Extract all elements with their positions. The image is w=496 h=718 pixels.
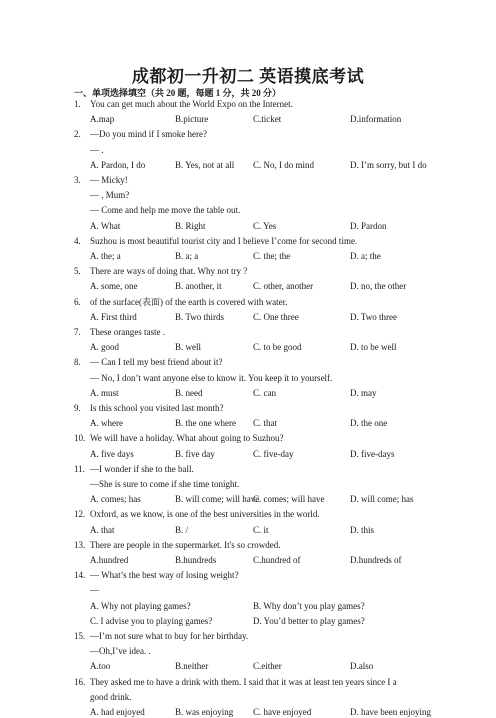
answer-option: C. comes; will have: [253, 494, 325, 505]
question-continuation: — No, I don’t want anyone else to know it. You keep it to yourself.: [90, 372, 333, 383]
answer-option: A. had enjoyed: [90, 707, 145, 717]
answer-option: C. five-day: [253, 448, 294, 459]
question-text: There are people in the supermarket. It's so crowded.: [90, 539, 281, 550]
answer-option: C. have enjoyed: [253, 707, 312, 717]
answer-option: A. Pardon, I do: [90, 159, 146, 170]
answer-option: A. What: [90, 220, 121, 231]
answer-option: B. will come; will have: [175, 494, 260, 505]
answer-option: A.hundred: [90, 555, 129, 565]
answer-option: D. a; the: [350, 251, 381, 261]
question-number: 4.: [74, 235, 81, 246]
answer-option: C. Yes: [253, 220, 277, 231]
answer-option: A. comes; has: [90, 494, 141, 505]
answer-option: C.ticket: [253, 114, 282, 125]
question-text: Oxford, as we know, is one of the best universities in the world.: [90, 509, 320, 520]
answer-option: D. may: [350, 387, 377, 398]
question-text: — Micky!: [90, 175, 128, 185]
question-text: of the surface(表面) of the earth is covered with water.: [90, 296, 288, 307]
question-number: 1.: [74, 99, 81, 109]
answer-option: D. five-days: [350, 448, 395, 459]
answer-option: A. five days: [90, 448, 134, 459]
section-heading: 一、单项选择填空（共 20 题，每题 1 分，共 20 分）: [74, 88, 282, 98]
answer-option: D. Pardon: [350, 220, 387, 231]
question-number: 12.: [74, 509, 86, 520]
answer-option: B. Right: [175, 220, 206, 231]
question-continuation: — .: [90, 144, 104, 155]
answer-option: D. to be well: [350, 342, 397, 353]
question-number: 2.: [74, 129, 81, 140]
question-text: These oranges taste .: [90, 327, 165, 337]
question-number: 5.: [74, 266, 81, 277]
answer-option: A. that: [90, 524, 115, 535]
answer-option: A. Why not playing games?: [90, 600, 191, 611]
answer-option: A. good: [90, 342, 119, 353]
question-text: There are ways of doing that. Why not try ?: [90, 266, 248, 277]
answer-option: C. can: [253, 387, 276, 398]
answer-option: D.information: [350, 114, 402, 125]
question-number: 11.: [74, 463, 85, 474]
answer-option: B. five day: [175, 448, 215, 459]
answer-option: D. have been enjoying: [350, 707, 431, 717]
answer-option: B.neither: [175, 661, 209, 672]
answer-option: B. well: [175, 342, 201, 353]
answer-option: A.map: [90, 114, 115, 125]
answer-option: A. some, one: [90, 281, 138, 292]
answer-option: C. to be good: [253, 342, 302, 353]
answer-option: D. this: [350, 524, 375, 535]
answer-option: D.also: [350, 661, 374, 672]
answer-option: A.too: [90, 661, 111, 672]
answer-option: B. Yes, not at all: [175, 159, 235, 170]
question-number: 10.: [74, 433, 86, 444]
answer-option: B. the one where: [175, 418, 236, 429]
answer-option: C. it: [253, 524, 269, 535]
question-text: We will have a holiday. What about going to Suzhou?: [90, 433, 284, 444]
answer-option: B. Two thirds: [175, 311, 224, 322]
question-text: — Can I tell my best friend about it?: [90, 357, 223, 368]
question-continuation: good drink.: [90, 691, 132, 702]
question-text: They asked me to have a drink with them. I said that it was at least ten years since I a: [90, 676, 397, 687]
question-continuation: —: [90, 585, 99, 596]
question-number: 13.: [74, 539, 86, 550]
answer-option: C. I advise you to playing games?: [90, 615, 213, 626]
question-number: 7.: [74, 327, 81, 337]
question-text: — What’s the best way of losing weight?: [90, 570, 239, 581]
answer-option: B. need: [175, 387, 203, 398]
question-text: —Do you mind if I smoke here?: [90, 129, 207, 140]
answer-option: C. One three: [253, 311, 299, 322]
answer-option: D. no, the other: [350, 281, 407, 292]
page-title: 成都初一升初二 英语摸底考试: [131, 67, 365, 86]
answer-option: C. the; the: [253, 251, 291, 261]
answer-option: B. Why don’t you play games?: [253, 600, 365, 611]
answer-option: B.hundreds: [175, 555, 217, 565]
question-number: 15.: [74, 631, 86, 641]
answer-option: C. No, I do mind: [253, 159, 315, 170]
question-continuation: — Come and help me move the table out.: [90, 205, 241, 216]
answer-option: A. the; a: [90, 251, 121, 261]
answer-option: D. the one: [350, 418, 388, 429]
question-text: —I’m not sure what to buy for her birthday.: [90, 631, 249, 641]
answer-option: C.hundred of: [253, 555, 301, 565]
question-continuation: —Oh,I’ve idea. .: [90, 646, 151, 657]
question-number: 16.: [74, 676, 86, 687]
question-continuation: — , Mum?: [90, 190, 130, 201]
question-text: Is this school you visited last month?: [90, 403, 224, 413]
answer-option: A. must: [90, 387, 119, 398]
question-number: 9.: [74, 403, 81, 413]
answer-option: B. a; a: [175, 251, 199, 261]
answer-option: D. You’d better to play games?: [253, 615, 365, 626]
question-text: You can get much about the World Expo on the Internet.: [90, 99, 293, 109]
question-number: 8.: [74, 357, 81, 368]
answer-option: A. First third: [90, 311, 137, 322]
answer-option: C. other, another: [253, 281, 314, 292]
question-text: —I wonder if she to the ball.: [90, 463, 194, 474]
answer-option: D.hundreds of: [350, 555, 402, 565]
answer-option: B. was enjoying: [175, 707, 234, 717]
answer-option: C.either: [253, 661, 282, 672]
answer-option: D. will come; has: [350, 494, 414, 505]
question-number: 6.: [74, 296, 81, 307]
answer-option: B. /: [175, 524, 189, 535]
answer-option: A. where: [90, 418, 123, 429]
answer-option: C. that: [253, 418, 277, 429]
question-continuation: —She is sure to come if she time tonight.: [90, 479, 240, 489]
answer-option: B. another, it: [175, 281, 222, 292]
question-number: 14.: [74, 570, 86, 581]
question-text: Suzhou is most beautiful tourist city and I believe I’come for second time.: [90, 235, 358, 246]
answer-option: B.picture: [175, 114, 209, 125]
answer-option: D. I’m sorry, but I do: [350, 159, 427, 170]
question-number: 3.: [74, 175, 81, 185]
answer-option: D. Two three: [350, 311, 397, 322]
